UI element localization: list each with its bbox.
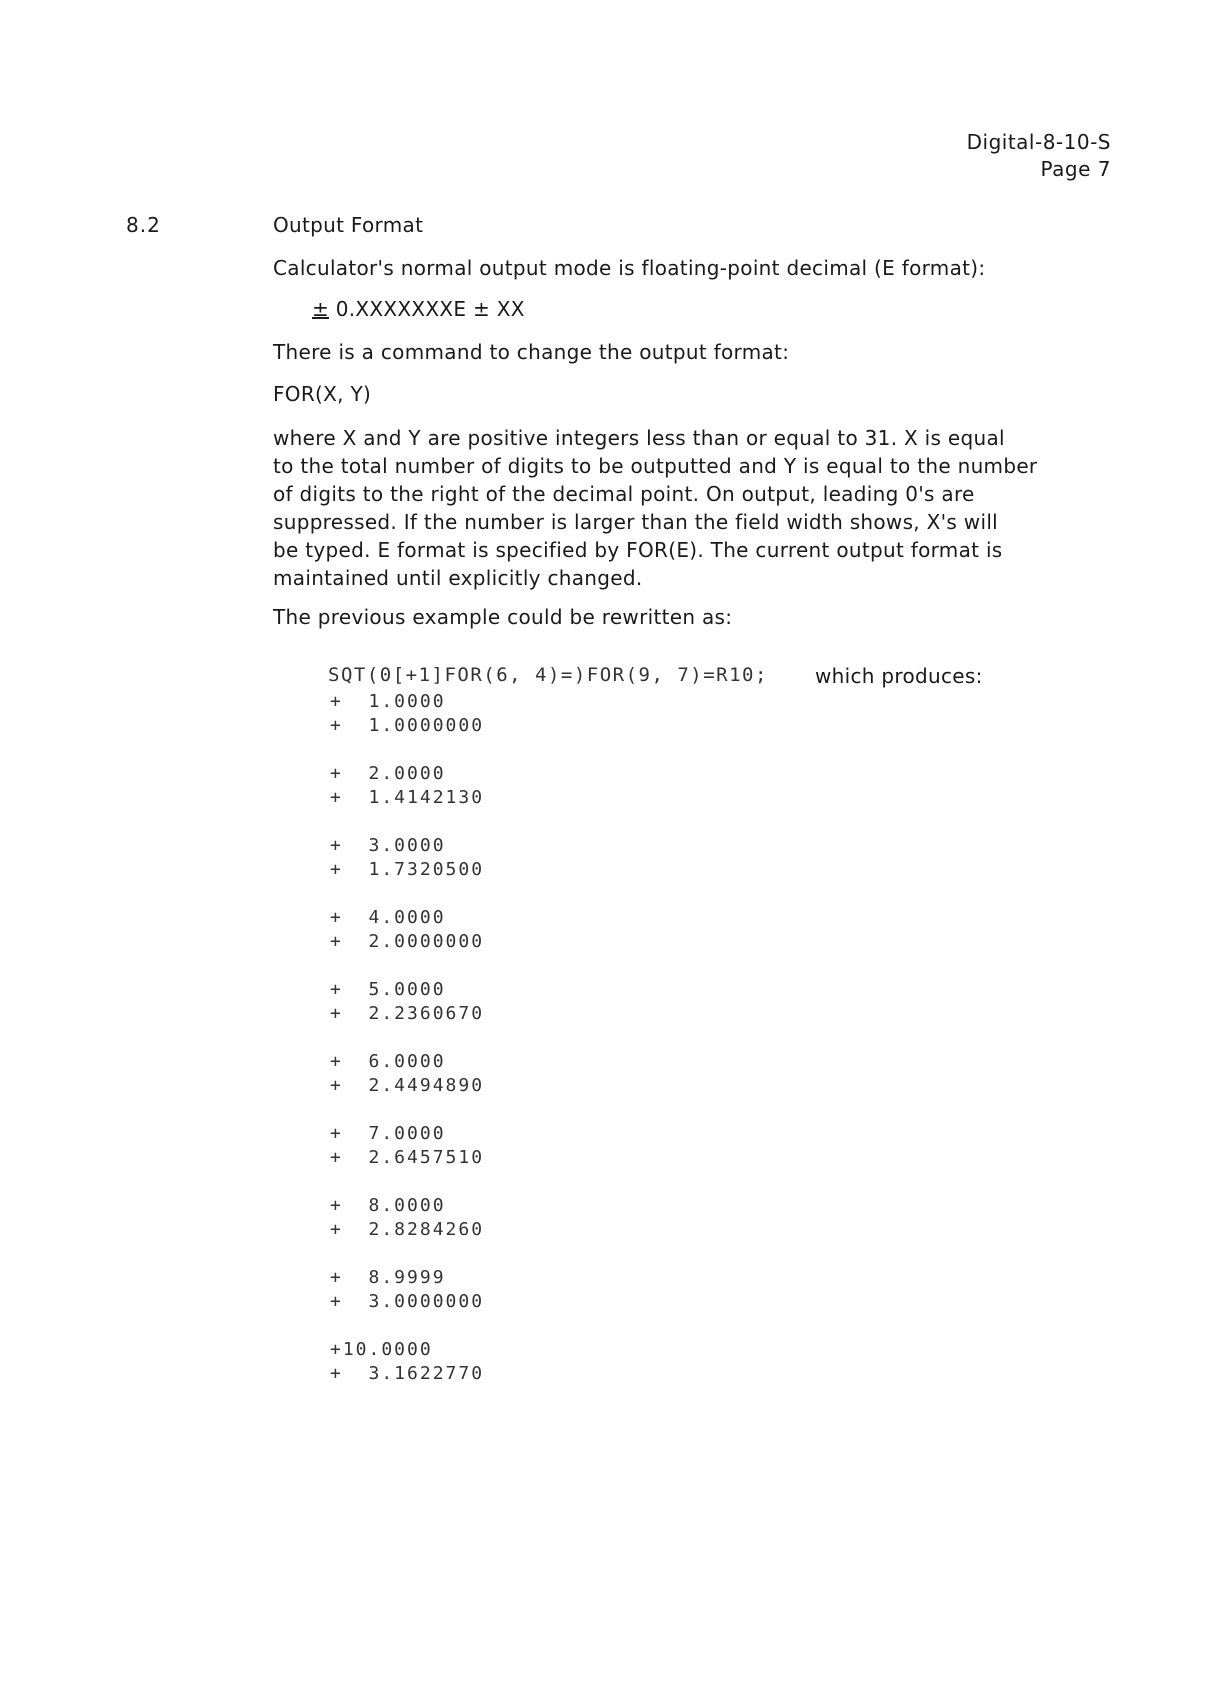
where-line: be typed. E format is specified by FOR(E). The current output format is — [273, 538, 1003, 562]
command-paragraph: There is a command to change the output format: — [273, 340, 790, 364]
for-command: FOR(X, Y) — [273, 382, 372, 406]
output-line: + 2.6457510 — [330, 1147, 485, 1168]
output-line: + 8.9999 — [330, 1267, 446, 1288]
section-number: 8.2 — [126, 213, 161, 237]
where-line: where X and Y are positive integers less than or equal to 31. X is equal — [273, 426, 1005, 450]
where-line: maintained until explicitly changed. — [273, 566, 643, 590]
output-listing — [330, 690, 484, 1410]
output-line: + 1.4142130 — [330, 787, 485, 808]
output-group — [330, 978, 484, 1026]
where-line: suppressed. If the number is larger than the field width shows, X's will — [273, 510, 999, 534]
output-line: + 8.0000 — [330, 1195, 446, 1216]
output-group — [330, 1266, 484, 1314]
output-line: + 6.0000 — [330, 1051, 446, 1072]
where-line: of digits to the right of the decimal point. On output, leading 0's are — [273, 482, 975, 506]
output-line: + 1.0000000 — [330, 715, 485, 736]
output-line: + 2.8284260 — [330, 1219, 485, 1240]
page-number: Page 7 — [1040, 157, 1111, 181]
code-example: SQT(0[+1]FOR(6, 4)=)FOR(9, 7)=R10; — [328, 664, 768, 686]
output-line: + 2.0000 — [330, 763, 446, 784]
output-line: + 2.0000000 — [330, 931, 485, 952]
output-line: + 5.0000 — [330, 979, 446, 1000]
output-line: + 7.0000 — [330, 1123, 446, 1144]
output-line: + 3.0000 — [330, 835, 446, 856]
e-format-pattern — [312, 297, 525, 321]
output-line: + 1.0000 — [330, 691, 446, 712]
output-group — [330, 1338, 484, 1386]
output-group — [330, 762, 484, 810]
output-group — [330, 690, 484, 738]
output-line: + 3.1622770 — [330, 1363, 485, 1384]
output-group — [330, 834, 484, 882]
previous-example-paragraph: The previous example could be rewritten as: — [273, 605, 733, 629]
output-group — [330, 906, 484, 954]
section-title: Output Format — [273, 213, 424, 237]
where-line: to the total number of digits to be outputted and Y is equal to the number — [273, 454, 1038, 478]
e-format-pattern-text: 0.XXXXXXXE ± XX — [329, 297, 525, 321]
output-line: + 4.0000 — [330, 907, 446, 928]
document-id: Digital-8-10-S — [966, 130, 1111, 154]
output-group — [330, 1194, 484, 1242]
output-line: + 2.4494890 — [330, 1075, 485, 1096]
plus-minus-sign: ± — [312, 297, 330, 321]
output-line: + 2.2360670 — [330, 1003, 485, 1024]
code-note: which produces: — [815, 664, 983, 688]
output-line: +10.0000 — [330, 1339, 433, 1360]
output-group — [330, 1122, 484, 1170]
output-group — [330, 1050, 484, 1098]
intro-paragraph: Calculator's normal output mode is floating-point decimal (E format): — [273, 256, 986, 280]
output-line: + 1.7320500 — [330, 859, 485, 880]
where-paragraph — [273, 424, 1073, 592]
output-line: + 3.0000000 — [330, 1291, 485, 1312]
